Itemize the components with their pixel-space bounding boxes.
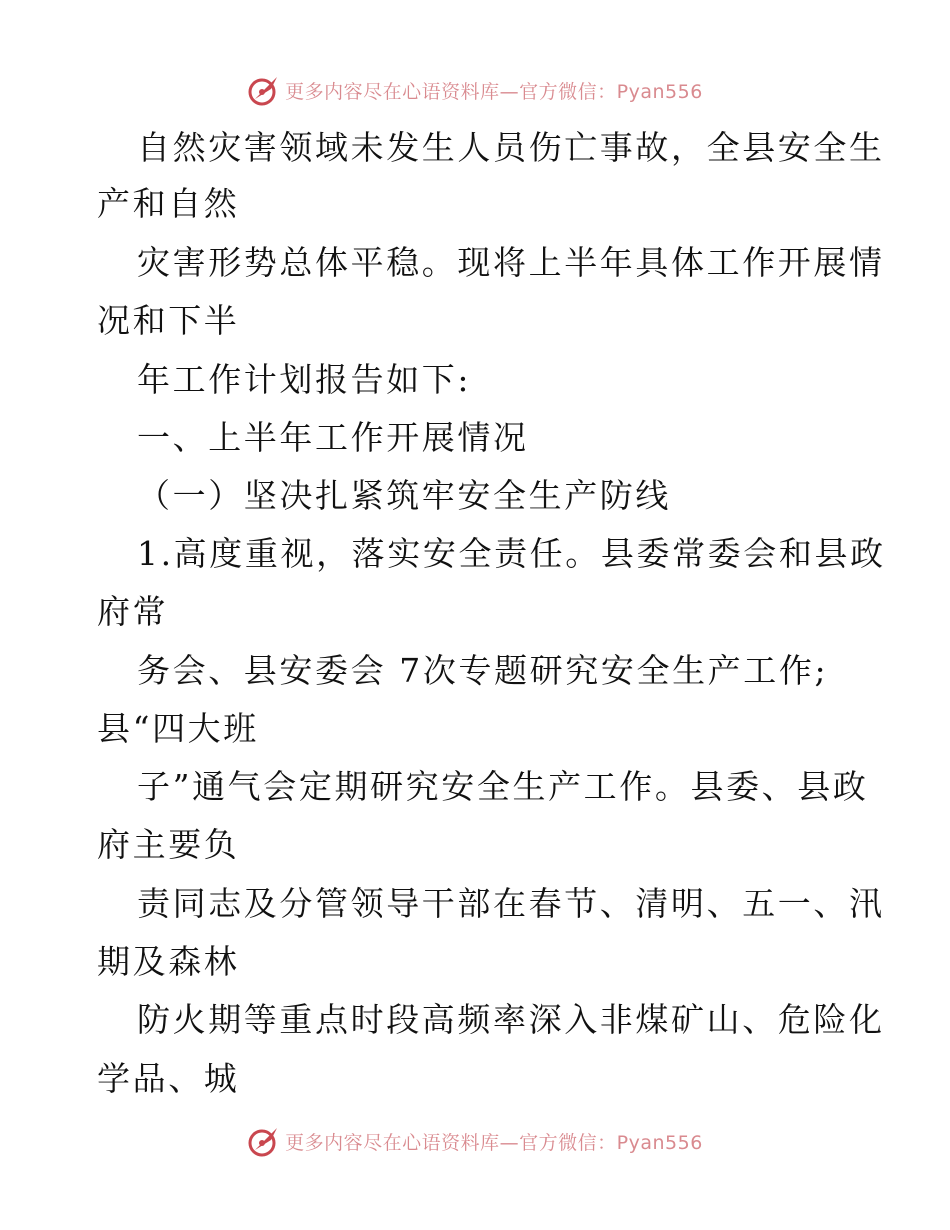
text-line: 府常 [97,592,169,631]
watermark-text: 更多内容尽在心语资料库—官方微信：Pyan556 [285,80,703,103]
text-line: 防火期等重点时段高频率深入非煤矿山、危险化 [137,1000,885,1039]
text-line: 产和自然 [97,184,240,223]
quill-logo-icon [247,1124,281,1158]
watermark-text: 更多内容尽在心语资料库—官方微信：Pyan556 [285,1131,703,1154]
section-heading: 一、上半年工作开展情况 [137,418,529,457]
text-line: 学品、城 [97,1059,240,1098]
text-line: 府主要负 [97,825,240,864]
text-line: 责同志及分管领导干部在春节、清明、五一、汛 [137,884,885,923]
quill-logo-icon [247,73,281,107]
text-line: 灾害形势总体平稳。现将上半年具体工作开展情 [137,243,885,282]
header-watermark [0,70,950,110]
text-line: 务会、县安委会 7次专题研究安全生产工作; [137,651,829,690]
text-line: 自然灾害领域未发生人员伤亡事故，全县安全生 [137,128,885,167]
text-line: 子”通气会定期研究安全生产工作。县委、县政 [137,767,869,806]
subsection-heading: （一）坚决扎紧筑牢安全生产防线 [137,476,671,515]
footer-watermark [0,1121,950,1161]
text-line: 县“四大班 [97,709,259,748]
text-line: 1.高度重视，落实安全责任。县委常委会和县政 [137,534,886,573]
text-line: 况和下半 [97,301,240,340]
text-line: 期及森林 [97,942,240,981]
text-line: 年工作计划报告如下: [137,360,472,399]
